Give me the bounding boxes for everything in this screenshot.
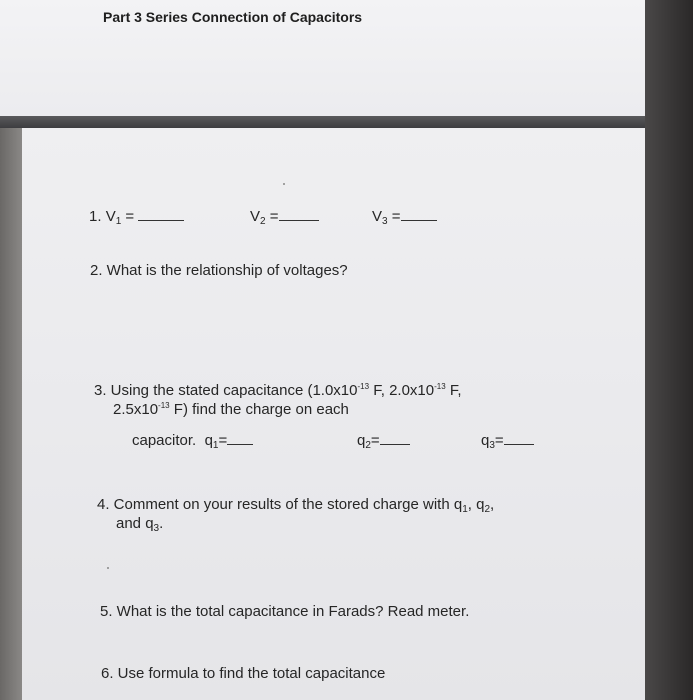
question-4-line-2: and $q_3$. [116,515,164,534]
question-6: 6. Use formula to find the total capacitance [101,665,386,682]
paper-speck [283,183,285,185]
background-strip [0,128,22,700]
q3-charge-2: $q_2=$ [357,432,410,451]
page-title: Part 3 Series Connection of Capacitors [103,9,363,25]
q3-answer-blank[interactable] [504,443,534,445]
q3-charge-3: $q_3=$ [481,432,534,451]
question-1: 1. $V_1$ = [89,208,184,227]
question-5: 5. What is the total capacitance in Farads? Read meter. [100,603,470,620]
paper-speck [107,567,109,569]
v3-field: $V_3$ = [372,208,437,227]
question-3-line-1: 3. Using the stated capacitance ($1.0x10^{-13}$ F, $2.0x10^{-13}$ F, [94,382,462,399]
page-divider [0,116,645,128]
q2-answer-blank[interactable] [380,443,410,445]
v2-field: $V_2$ = [250,208,319,227]
question-3-line-2: $2.5x10^{-13}$ F) find the charge on each [113,401,349,418]
v3-answer-blank[interactable] [401,219,437,221]
v1-answer-blank[interactable] [138,219,184,221]
question-2: 2. What is the relationship of voltages? [90,262,348,279]
question-4-line-1: 4. Comment on your results of the stored charge with $q_1$, $q_2$, [97,496,495,515]
v2-answer-blank[interactable] [279,219,319,221]
q1-answer-blank[interactable] [227,443,253,445]
screen-bezel [645,0,693,700]
v1-label: $V_1$ [105,208,122,227]
q3-charge-1: capacitor. $q_1=$ [132,432,253,451]
q1-number: 1. [89,208,102,225]
